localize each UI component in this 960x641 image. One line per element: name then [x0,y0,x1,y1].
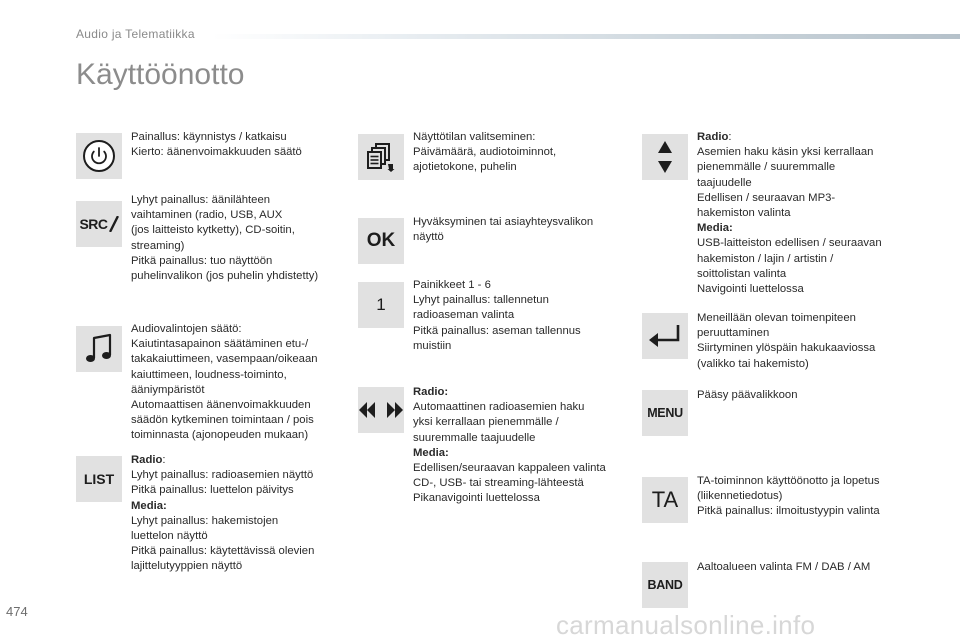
desc-line: Audiovalintojen säätö: [131,323,242,335]
seek-button[interactable] [358,387,404,433]
desc-line: Edellisen / seuraavan MP3- [697,191,836,204]
desc-line: Lyhyt painallus: radioasemien näyttö [131,469,314,482]
desc-line: Näyttötilan valitseminen: [413,131,536,143]
ta-description [697,474,880,520]
display-mode-icon [365,140,397,174]
desc-line: Automaattisen äänenvoimakkuuden [131,399,311,412]
power-icon [82,139,116,173]
up-down-button[interactable] [642,134,688,180]
menu-description [697,388,797,403]
desc-line: Pitkä painallus: luettelon päivitys [131,484,294,497]
desc-line: soittolistan valinta [697,267,787,280]
desc-line: Pitkä painallus: ilmoitustyypin valinta [697,505,880,518]
desc-heading: Media: [413,446,449,459]
desc-heading: Media: [697,222,733,235]
desc-line: Painikkeet 1 - 6 [413,279,491,291]
band-description [697,560,870,575]
desc-heading: Media: [131,499,167,512]
desc-line: Asemien haku käsin yksi kerrallaan [697,146,874,159]
power-description [131,130,302,160]
back-description [697,311,875,372]
desc-line: Pitkä painallus: käytettävissä olevien [131,545,315,558]
desc-line: Pitkä painallus: tuo näyttöön [131,254,273,267]
desc-line: Siirtyminen ylöspäin hakukaaviossa [697,342,876,355]
desc-heading: Radio [131,454,163,466]
desc-line: Kierto: äänenvoimakkuuden säätö [131,146,302,159]
desc-line: Meneillään olevan toimenpiteen [697,312,856,324]
band-icon-label: BAND [647,578,683,592]
page-title: Käyttöönotto [76,58,245,91]
preset-icon-label: 1 [376,295,386,314]
desc-line: ääniympäristöt [131,383,205,396]
audio-description [131,322,318,444]
desc-line: takakaiuttimeen, vasempaan/oikeaan [131,353,318,366]
ok-icon-label: OK [366,230,396,251]
desc-line: radioaseman valinta [413,309,515,322]
desc-heading-suffix: : [728,131,732,143]
audio-settings-button[interactable] [76,326,122,372]
ok-button[interactable] [358,218,404,264]
desc-line: CD-, USB- tai streaming-lähteestä [413,477,584,490]
phone-slash-icon [109,216,119,232]
list-description [131,453,314,575]
desc-line: Lyhyt painallus: äänilähteen [131,194,271,206]
desc-line: Päivämäärä, audiotoiminnot, [413,146,557,159]
desc-line [131,453,314,468]
desc-heading: Radio: [413,386,449,398]
desc-line: kaiuttimeen, loudness-toiminto, [131,368,287,381]
preset-button[interactable] [358,282,404,328]
desc-line: (valikko tai hakemisto) [697,357,809,370]
desc-line: suuremmalle taajuudelle [413,431,536,444]
ta-icon-label: TA [651,487,679,512]
desc-line: näyttö [413,231,444,244]
back-arrow-icon [648,323,682,349]
desc-line: Pikanavigointi luettelossa [413,492,540,505]
desc-line: Pitkä painallus: aseman tallennus [413,324,581,337]
band-button[interactable] [642,562,688,608]
ok-description [413,215,593,245]
updown-description [697,130,882,297]
desc-line: Painallus: käynnistys / katkaisu [131,131,287,143]
src-icon-label: SRC [79,216,108,232]
desc-line: (liikennetiedotus) [697,490,783,503]
desc-line: Lyhyt painallus: tallennetun [413,294,549,307]
desc-line: hakemiston valinta [697,207,791,220]
back-button[interactable] [642,313,688,359]
desc-line: Navigointi luettelossa [697,283,804,296]
preset-description [413,278,581,354]
desc-line: muistiin [413,339,452,352]
desc-line: Pääsy päävalikkoon [697,389,798,401]
menu-icon-label: MENU [647,406,683,420]
src-button[interactable] [76,201,122,247]
desc-line: hakemiston / lajin / artistin / [697,252,834,265]
desc-line: Edellisen/seuraavan kappaleen valinta [413,462,606,475]
desc-line: säädön kytkeminen toimintaan / pois [131,414,314,427]
desc-line: pienemmälle / suuremmalle [697,161,836,174]
page-number: 474 [6,604,28,619]
desc-line: USB-laitteiston edellisen / seuraavan [697,237,882,250]
desc-line [697,130,882,145]
music-note-icon [84,332,114,366]
watermark: carmanualsonline.info [556,610,816,640]
desc-line: yksi kerrallaan pienemmälle / [413,416,559,429]
display-description [413,130,556,176]
list-button[interactable] [76,456,122,502]
seek-icon [359,400,403,420]
desc-heading-suffix: : [162,454,166,466]
desc-line: puhelinvalikon (jos puhelin yhdistetty) [131,270,319,283]
desc-line: Aaltoalueen valinta FM / DAB / AM [697,561,871,573]
menu-button[interactable] [642,390,688,436]
desc-line: TA-toiminnon käyttöönotto ja lopetus [697,475,880,487]
desc-line: ajotietokone, puhelin [413,161,517,174]
src-description [131,193,318,284]
up-down-arrows-icon [655,139,675,175]
desc-line: Lyhyt painallus: hakemistojen [131,514,279,527]
desc-line: streaming) [131,239,185,252]
desc-line: taajuudelle [697,176,752,189]
ta-button[interactable] [642,477,688,523]
desc-line: (jos laitteisto kytketty), CD-soitin, [131,224,295,237]
desc-line: Kaiutintasapainon säätäminen etu-/ [131,338,309,351]
desc-line: Hyväksyminen tai asiayhteysvalikon [413,216,594,228]
list-icon-label: LIST [83,471,115,487]
seek-description [413,385,606,507]
desc-line: luettelon näyttö [131,530,208,543]
desc-heading: Radio [697,131,729,143]
power-button[interactable] [76,133,122,179]
display-mode-button[interactable] [358,134,404,180]
desc-line: toiminnasta (ajonopeuden mukaan) [131,429,309,442]
header-bar [212,34,960,39]
desc-line: lajittelutyyppien näyttö [131,560,243,573]
desc-line: Automaattinen radioasemien haku [413,401,585,414]
desc-line: peruuttaminen [697,327,770,340]
desc-line: vaihtaminen (radio, USB, AUX [131,209,283,222]
section-header: Audio ja Telematiikka [76,27,195,41]
